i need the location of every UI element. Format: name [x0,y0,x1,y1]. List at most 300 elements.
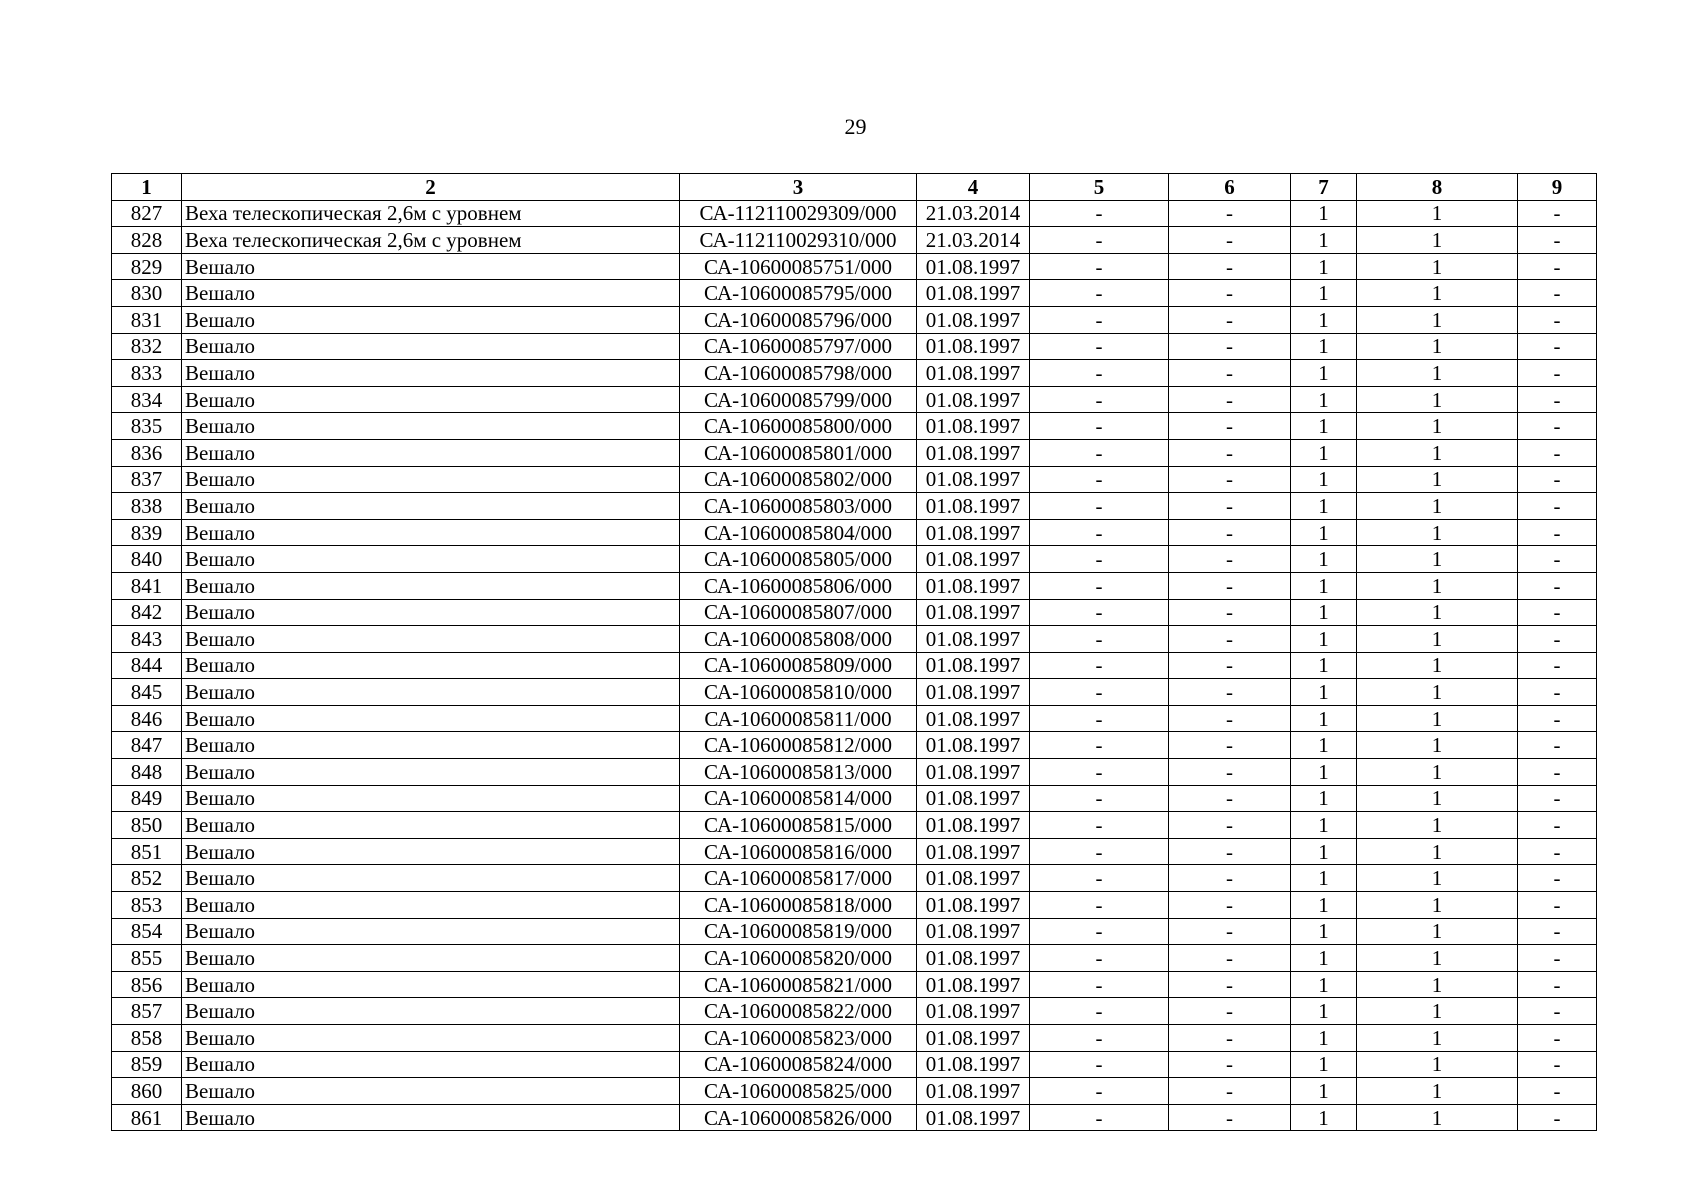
col-8-value: 1 [1357,413,1518,440]
row-number: 841 [112,572,182,599]
col-5-value: - [1030,865,1169,892]
col-6-value: - [1169,253,1291,280]
col-7-value: 1 [1291,732,1357,759]
col-9-value: - [1518,599,1597,626]
date: 01.08.1997 [917,519,1030,546]
row-number: 851 [112,838,182,865]
item-name: Вешало [182,413,680,440]
row-number: 830 [112,280,182,307]
col-6-value: - [1169,1078,1291,1105]
item-name: Вешало [182,493,680,520]
col-8-value: 1 [1357,998,1518,1025]
col-5-value: - [1030,1051,1169,1078]
col-9-value: - [1518,679,1597,706]
inventory-code: СА-10600085813/000 [680,759,917,786]
col-5-value: - [1030,439,1169,466]
col-6-value: - [1169,599,1291,626]
inventory-code: СА-10600085796/000 [680,306,917,333]
col-9-value: - [1518,360,1597,387]
date: 01.08.1997 [917,998,1030,1025]
item-name: Вешало [182,306,680,333]
row-number: 838 [112,493,182,520]
col-6-value: - [1169,971,1291,998]
col-9-value: - [1518,280,1597,307]
col-9-value: - [1518,945,1597,972]
col-6-value: - [1169,759,1291,786]
col-8-value: 1 [1357,838,1518,865]
col-7-value: 1 [1291,413,1357,440]
table-row [112,998,1597,1025]
col-8-value: 1 [1357,493,1518,520]
col-5-value: - [1030,971,1169,998]
column-header-6: 6 [1169,174,1291,201]
date: 01.08.1997 [917,1025,1030,1052]
col-7-value: 1 [1291,572,1357,599]
col-6-value: - [1169,732,1291,759]
col-6-value: - [1169,493,1291,520]
row-number: 836 [112,439,182,466]
col-7-value: 1 [1291,466,1357,493]
row-number: 849 [112,785,182,812]
date: 01.08.1997 [917,306,1030,333]
col-9-value: - [1518,732,1597,759]
col-7-value: 1 [1291,200,1357,227]
col-5-value: - [1030,386,1169,413]
col-7-value: 1 [1291,1051,1357,1078]
col-7-value: 1 [1291,652,1357,679]
inventory-code: СА-10600085826/000 [680,1104,917,1131]
col-6-value: - [1169,626,1291,653]
col-8-value: 1 [1357,306,1518,333]
col-6-value: - [1169,333,1291,360]
col-8-value: 1 [1357,971,1518,998]
row-number: 853 [112,892,182,919]
item-name: Вешало [182,519,680,546]
col-5-value: - [1030,200,1169,227]
col-5-value: - [1030,705,1169,732]
col-9-value: - [1518,918,1597,945]
col-5-value: - [1030,413,1169,440]
item-name: Вешало [182,998,680,1025]
col-7-value: 1 [1291,227,1357,254]
col-5-value: - [1030,892,1169,919]
col-5-value: - [1030,280,1169,307]
item-name: Вешало [182,386,680,413]
col-5-value: - [1030,306,1169,333]
col-8-value: 1 [1357,466,1518,493]
page-number: 29 [844,114,867,139]
col-9-value: - [1518,1078,1597,1105]
date: 01.08.1997 [917,386,1030,413]
item-name: Вешало [182,945,680,972]
col-8-value: 1 [1357,599,1518,626]
col-8-value: 1 [1357,812,1518,839]
col-5-value: - [1030,360,1169,387]
col-9-value: - [1518,998,1597,1025]
item-name: Вешало [182,360,680,387]
inventory-code: СА-10600085815/000 [680,812,917,839]
row-number: 831 [112,306,182,333]
row-number: 839 [112,519,182,546]
item-name: Вешало [182,333,680,360]
row-number: 852 [112,865,182,892]
col-7-value: 1 [1291,865,1357,892]
date: 01.08.1997 [917,253,1030,280]
inventory-code: СА-10600085820/000 [680,945,917,972]
col-8-value: 1 [1357,546,1518,573]
col-7-value: 1 [1291,253,1357,280]
column-header-3: 3 [680,174,917,201]
table-row [112,785,1597,812]
row-number: 829 [112,253,182,280]
date: 01.08.1997 [917,732,1030,759]
col-9-value: - [1518,227,1597,254]
row-number: 844 [112,652,182,679]
item-name: Вешало [182,652,680,679]
col-6-value: - [1169,918,1291,945]
inventory-code: СА-10600085823/000 [680,1025,917,1052]
date: 01.08.1997 [917,413,1030,440]
inventory-code: СА-10600085822/000 [680,998,917,1025]
col-5-value: - [1030,626,1169,653]
item-name: Вешало [182,918,680,945]
table-row [112,253,1597,280]
row-number: 833 [112,360,182,387]
table-row [112,519,1597,546]
col-6-value: - [1169,838,1291,865]
col-8-value: 1 [1357,333,1518,360]
column-header-8: 8 [1357,174,1518,201]
col-5-value: - [1030,227,1169,254]
col-5-value: - [1030,998,1169,1025]
table-body [112,200,1597,1131]
col-9-value: - [1518,626,1597,653]
inventory-code: СА-10600085808/000 [680,626,917,653]
col-7-value: 1 [1291,759,1357,786]
inventory-code: СА-10600085802/000 [680,466,917,493]
table-row [112,1025,1597,1052]
col-8-value: 1 [1357,1078,1518,1105]
table-row [112,652,1597,679]
col-8-value: 1 [1357,785,1518,812]
column-header-9: 9 [1518,174,1597,201]
date: 01.08.1997 [917,466,1030,493]
col-8-value: 1 [1357,386,1518,413]
col-8-value: 1 [1357,519,1518,546]
col-6-value: - [1169,200,1291,227]
col-8-value: 1 [1357,572,1518,599]
inventory-code: СА-10600085824/000 [680,1051,917,1078]
col-6-value: - [1169,413,1291,440]
date: 01.08.1997 [917,812,1030,839]
date: 01.08.1997 [917,546,1030,573]
date: 01.08.1997 [917,439,1030,466]
table-row [112,945,1597,972]
col-8-value: 1 [1357,227,1518,254]
row-number: 855 [112,945,182,972]
col-5-value: - [1030,466,1169,493]
row-number: 842 [112,599,182,626]
row-number: 828 [112,227,182,254]
date: 01.08.1997 [917,918,1030,945]
date: 01.08.1997 [917,865,1030,892]
table-row [112,360,1597,387]
col-6-value: - [1169,785,1291,812]
col-5-value: - [1030,1078,1169,1105]
inventory-code: СА-10600085811/000 [680,705,917,732]
date: 01.08.1997 [917,1078,1030,1105]
date: 21.03.2014 [917,227,1030,254]
item-name: Вешало [182,280,680,307]
col-8-value: 1 [1357,705,1518,732]
table-row [112,333,1597,360]
date: 01.08.1997 [917,1104,1030,1131]
col-7-value: 1 [1291,1078,1357,1105]
col-5-value: - [1030,546,1169,573]
date: 01.08.1997 [917,572,1030,599]
table-row [112,386,1597,413]
col-8-value: 1 [1357,439,1518,466]
table-row [112,1078,1597,1105]
col-6-value: - [1169,1025,1291,1052]
col-9-value: - [1518,652,1597,679]
inventory-code: СА-10600085799/000 [680,386,917,413]
table-row [112,892,1597,919]
table-row [112,626,1597,653]
item-name: Вешало [182,732,680,759]
col-6-value: - [1169,439,1291,466]
col-9-value: - [1518,1104,1597,1131]
col-8-value: 1 [1357,679,1518,706]
col-6-value: - [1169,705,1291,732]
col-8-value: 1 [1357,200,1518,227]
table-row [112,705,1597,732]
col-6-value: - [1169,865,1291,892]
col-9-value: - [1518,865,1597,892]
inventory-code: СА-10600085821/000 [680,971,917,998]
col-9-value: - [1518,838,1597,865]
col-9-value: - [1518,439,1597,466]
row-number: 827 [112,200,182,227]
col-8-value: 1 [1357,253,1518,280]
col-7-value: 1 [1291,1025,1357,1052]
col-6-value: - [1169,812,1291,839]
col-6-value: - [1169,652,1291,679]
col-7-value: 1 [1291,360,1357,387]
col-7-value: 1 [1291,493,1357,520]
col-5-value: - [1030,572,1169,599]
col-8-value: 1 [1357,865,1518,892]
col-9-value: - [1518,1051,1597,1078]
col-8-value: 1 [1357,918,1518,945]
col-5-value: - [1030,759,1169,786]
item-name: Вешало [182,439,680,466]
col-7-value: 1 [1291,812,1357,839]
row-number: 848 [112,759,182,786]
inventory-code: СА-10600085817/000 [680,865,917,892]
table-row [112,280,1597,307]
table-row [112,466,1597,493]
inventory-code: СА-10600085810/000 [680,679,917,706]
inventory-code: СА-10600085804/000 [680,519,917,546]
table-row [112,1104,1597,1131]
col-8-value: 1 [1357,626,1518,653]
col-9-value: - [1518,306,1597,333]
col-6-value: - [1169,1104,1291,1131]
date: 01.08.1997 [917,280,1030,307]
col-5-value: - [1030,918,1169,945]
row-number: 850 [112,812,182,839]
item-name: Вешало [182,626,680,653]
col-7-value: 1 [1291,306,1357,333]
inventory-code: СА-10600085812/000 [680,732,917,759]
inventory-code: СА-112110029310/000 [680,227,917,254]
date: 01.08.1997 [917,705,1030,732]
col-5-value: - [1030,1025,1169,1052]
item-name: Вешало [182,1025,680,1052]
row-number: 840 [112,546,182,573]
inventory-code: СА-10600085806/000 [680,572,917,599]
item-name: Вешало [182,812,680,839]
table-row [112,838,1597,865]
col-6-value: - [1169,386,1291,413]
date: 01.08.1997 [917,945,1030,972]
table-row [112,812,1597,839]
col-5-value: - [1030,945,1169,972]
col-9-value: - [1518,546,1597,573]
inventory-table [111,173,1597,1131]
row-number: 834 [112,386,182,413]
inventory-code: СА-10600085807/000 [680,599,917,626]
col-7-value: 1 [1291,679,1357,706]
col-7-value: 1 [1291,971,1357,998]
col-5-value: - [1030,732,1169,759]
date: 01.08.1997 [917,785,1030,812]
column-header-5: 5 [1030,174,1169,201]
col-7-value: 1 [1291,785,1357,812]
column-header-1: 1 [112,174,182,201]
item-name: Веха телескопическая 2,6м с уровнем [182,227,680,254]
col-6-value: - [1169,945,1291,972]
date: 01.08.1997 [917,493,1030,520]
col-8-value: 1 [1357,280,1518,307]
table-row [112,546,1597,573]
col-7-value: 1 [1291,439,1357,466]
col-7-value: 1 [1291,998,1357,1025]
row-number: 858 [112,1025,182,1052]
col-5-value: - [1030,599,1169,626]
col-5-value: - [1030,652,1169,679]
date: 01.08.1997 [917,599,1030,626]
col-9-value: - [1518,785,1597,812]
col-9-value: - [1518,253,1597,280]
col-6-value: - [1169,519,1291,546]
table-row [112,413,1597,440]
table-row [112,971,1597,998]
item-name: Вешало [182,1078,680,1105]
inventory-code: СА-10600085825/000 [680,1078,917,1105]
item-name: Вешало [182,679,680,706]
table-row [112,918,1597,945]
inventory-code: СА-10600085818/000 [680,892,917,919]
col-5-value: - [1030,812,1169,839]
col-5-value: - [1030,679,1169,706]
col-8-value: 1 [1357,1051,1518,1078]
row-number: 843 [112,626,182,653]
col-9-value: - [1518,1025,1597,1052]
col-9-value: - [1518,519,1597,546]
date: 01.08.1997 [917,838,1030,865]
col-7-value: 1 [1291,918,1357,945]
col-9-value: - [1518,892,1597,919]
inventory-code: СА-10600085814/000 [680,785,917,812]
col-6-value: - [1169,998,1291,1025]
item-name: Вешало [182,838,680,865]
col-9-value: - [1518,971,1597,998]
column-header-2: 2 [182,174,680,201]
inventory-code: СА-10600085819/000 [680,918,917,945]
table-row [112,439,1597,466]
col-6-value: - [1169,546,1291,573]
col-9-value: - [1518,386,1597,413]
inventory-code: СА-10600085751/000 [680,253,917,280]
col-8-value: 1 [1357,759,1518,786]
col-9-value: - [1518,466,1597,493]
item-name: Вешало [182,759,680,786]
table-row [112,599,1597,626]
col-8-value: 1 [1357,360,1518,387]
item-name: Вешало [182,785,680,812]
col-6-value: - [1169,227,1291,254]
col-9-value: - [1518,493,1597,520]
col-5-value: - [1030,333,1169,360]
col-8-value: 1 [1357,732,1518,759]
col-8-value: 1 [1357,652,1518,679]
col-6-value: - [1169,679,1291,706]
col-6-value: - [1169,892,1291,919]
col-9-value: - [1518,572,1597,599]
col-9-value: - [1518,333,1597,360]
item-name: Вешало [182,865,680,892]
table-row [112,572,1597,599]
date: 01.08.1997 [917,360,1030,387]
date: 21.03.2014 [917,200,1030,227]
item-name: Вешало [182,1051,680,1078]
row-number: 854 [112,918,182,945]
inventory-code: СА-10600085797/000 [680,333,917,360]
date: 01.08.1997 [917,626,1030,653]
col-7-value: 1 [1291,333,1357,360]
item-name: Вешало [182,892,680,919]
col-7-value: 1 [1291,519,1357,546]
col-5-value: - [1030,493,1169,520]
inventory-code: СА-10600085803/000 [680,493,917,520]
date: 01.08.1997 [917,971,1030,998]
row-number: 832 [112,333,182,360]
col-9-value: - [1518,759,1597,786]
col-9-value: - [1518,200,1597,227]
item-name: Вешало [182,253,680,280]
col-7-value: 1 [1291,546,1357,573]
inventory-code: СА-10600085795/000 [680,280,917,307]
date: 01.08.1997 [917,679,1030,706]
col-6-value: - [1169,280,1291,307]
col-7-value: 1 [1291,838,1357,865]
table-row [112,227,1597,254]
col-8-value: 1 [1357,945,1518,972]
inventory-code: СА-10600085805/000 [680,546,917,573]
date: 01.08.1997 [917,759,1030,786]
